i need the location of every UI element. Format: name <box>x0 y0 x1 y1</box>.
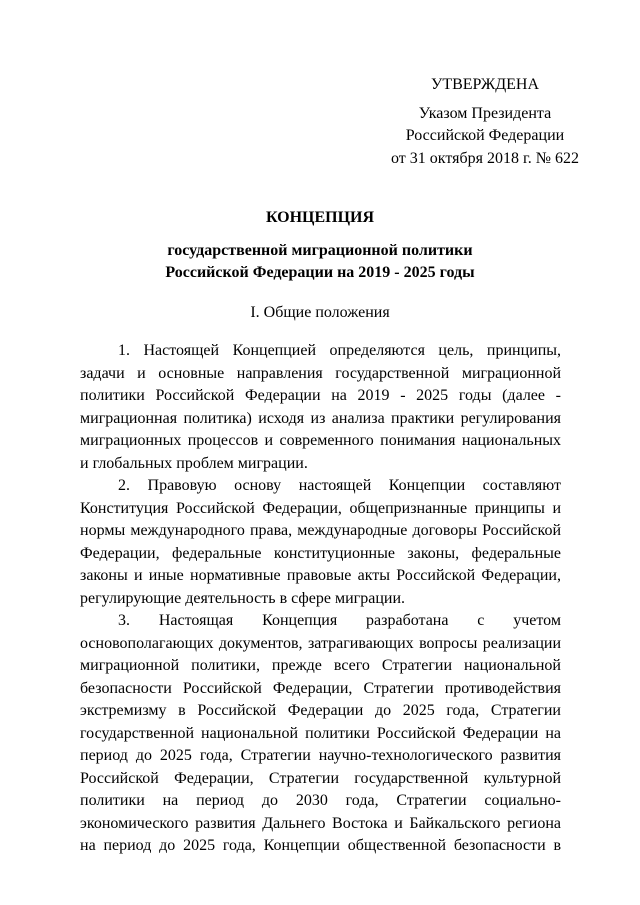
approval-line: от 31 октября 2018 г. № 622 <box>390 149 579 167</box>
approval-line: Указом Президента <box>418 104 552 122</box>
document-body <box>80 340 561 858</box>
paragraph: 1. Настоящей Концепцией определяются цель, принципы, задачи и основные направления государственной миграционной политики Российской Федерации на 2019 - 2025 годы (далее - миграционная политика) исходя из анализа практики регулирования миграционных процессов и современного понимания национальных и глобальных проблем миграции. <box>80 342 561 472</box>
approval-stamp <box>380 74 590 170</box>
approval-line: Российской Федерации <box>405 127 565 144</box>
title-main: КОНЦЕПЦИЯ <box>265 209 375 226</box>
title-subtitle: Российской Федерации на 2019 - 2025 годы <box>165 264 475 281</box>
document-title <box>60 207 580 285</box>
paragraph: 3. Настоящая Концепция разработана с учетом основополагающих документов, затрагивающих вопросы реализации миграционной политики, прежде всего Стратегии национальной безопасности Российской Федерации, Стратегии противодействия экстремизму в Российской Федерации до 2025 года, Стратегии государственной национальной политики Российской Федерации на период до 2025 года, Стратегии научно-технологического развития Российской Федерации, Стратегии государственной культурной политики на период до 2030 года, Стратегии социально-экономического развития Дальнего Востока и Байкальского региона на период до 2025 года, Концепции общественной безопасности в <box>80 612 561 854</box>
approval-heading: УТВЕРЖДЕНА <box>430 76 539 93</box>
title-subtitle: государственной миграционной политики <box>167 241 473 259</box>
paragraph: 2. Правовую основу настоящей Концепции составляют Конституция Российской Федерации, общепризнанные принципы и нормы международного права, международные договоры Российской Федерации, федеральные конституционные законы, федеральные законы и иные нормативные правовые акты Российской Федерации, регулирующие деятельность в сфере миграции. <box>80 477 561 607</box>
section-heading: I. Общие положения <box>250 304 390 321</box>
